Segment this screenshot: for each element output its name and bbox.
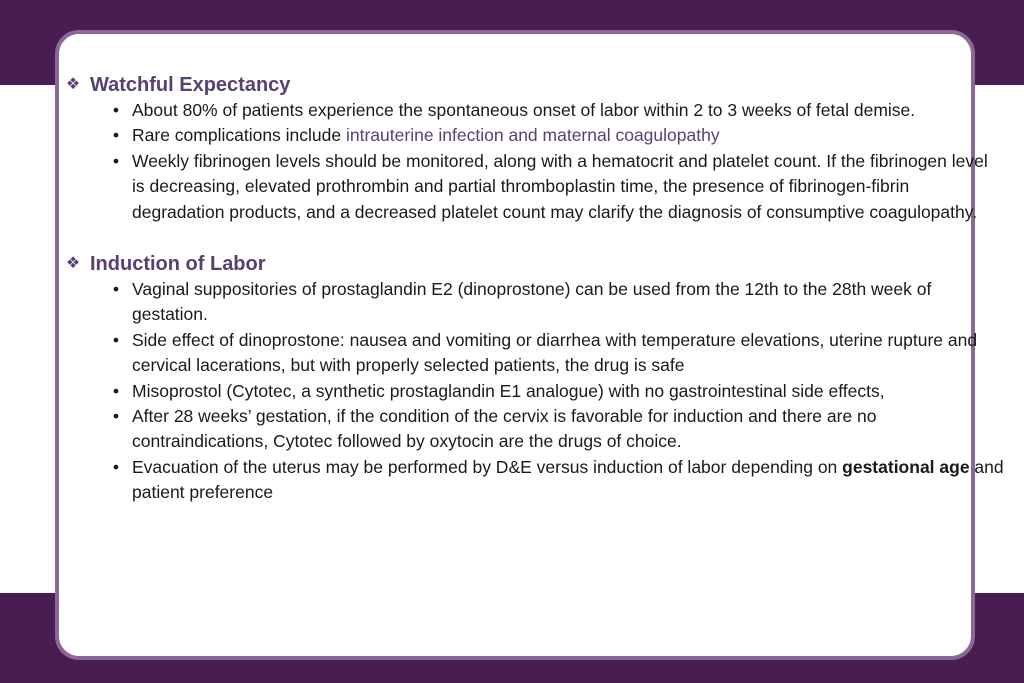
section-heading	[64, 251, 1004, 277]
bullet-icon: •	[112, 456, 120, 477]
bullet-icon: •	[112, 150, 120, 171]
bullet-icon: •	[112, 406, 120, 427]
bullet-icon: •	[112, 279, 120, 300]
bullet-text: Misoprostol (Cytotec, a synthetic prostaglandin E1 analogue) with no gastrointestinal side effects,	[132, 380, 885, 401]
bullet-icon: •	[112, 329, 120, 350]
bullet-icon: •	[112, 380, 120, 401]
bullet-text: Side effect of dinoprostone: nausea and vomiting or diarrhea with temperature elevations, uterine rupture and cervical lacerations, but with properly selected patients, the drug is safe	[132, 329, 978, 376]
list-item	[106, 379, 1004, 404]
bullet-text-tail: and patient preference	[132, 456, 1004, 503]
list-item	[106, 149, 1004, 225]
section-heading-text: Watchful Expectancy	[90, 74, 291, 96]
bullet-text: Vaginal suppositories of prostaglandin E2 (dinoprostone) can be used from the 12th to the 28th week of gestation.	[132, 279, 932, 325]
list-item	[106, 404, 1004, 455]
section-heading-text: Induction of Labor	[90, 253, 266, 276]
bullet-text: After 28 weeks’ gestation, if the condition of the cervix is favorable for induction and there are no contraindications, Cytotec followed by oxytocin are the drugs of choice.	[132, 406, 877, 452]
diamond-cluster-icon: ❖	[65, 255, 81, 273]
list-item	[106, 123, 1004, 148]
highlighted-text: intrauterine infection and maternal coagulopathy	[346, 125, 720, 146]
bullet-text: Rare complications include	[132, 125, 346, 146]
section-heading	[64, 72, 1004, 98]
bullet-list	[64, 98, 1004, 225]
bullet-icon: •	[112, 125, 120, 146]
bold-text: gestational age	[842, 456, 970, 477]
section-induction-of-labor	[64, 251, 1004, 506]
diamond-cluster-icon: ❖	[65, 76, 81, 93]
slide-content	[64, 72, 1004, 506]
section-spacer	[64, 225, 1004, 251]
bullet-text: About 80% of patients experience the spontaneous onset of labor within 2 to 3 weeks of fetal demise.	[132, 100, 916, 120]
bullet-icon: •	[112, 100, 120, 120]
bullet-text: Weekly fibrinogen levels should be monitored, along with a hematocrit and platelet count. If the fibrinogen level is decreasing, elevated prothrombin and partial thromboplastin time, the presence of fibrinogen-fibrin degradation products, and a decreased platelet count may clarify the diagnosis of consumptive coagulopathy.	[132, 150, 988, 222]
list-item	[106, 328, 1004, 379]
list-item	[106, 277, 1004, 328]
section-watchful-expectancy	[64, 72, 1004, 225]
list-item	[106, 455, 1004, 506]
bullet-text: Evacuation of the uterus may be performed by D&E versus induction of labor depending on	[132, 456, 843, 477]
list-item	[106, 98, 1004, 123]
bullet-list	[64, 277, 1004, 506]
